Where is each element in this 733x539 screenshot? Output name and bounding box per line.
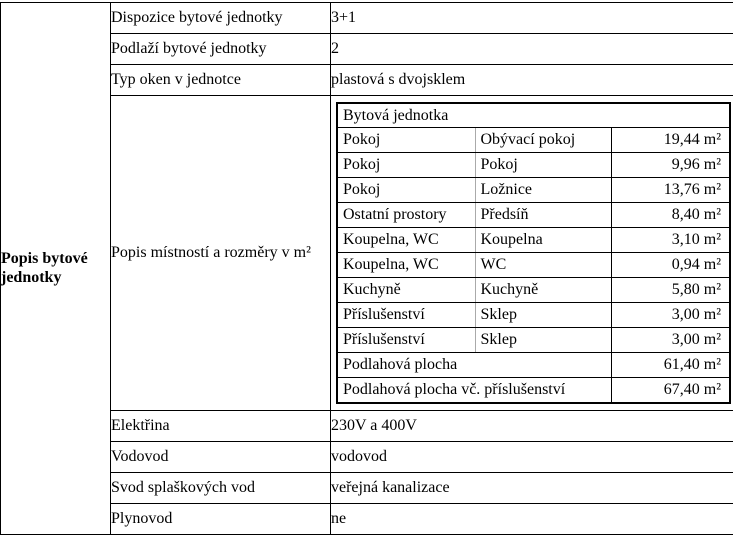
row-value-vodovod: vodovod — [331, 442, 733, 473]
row-label-dispozice: Dispozice bytové jednotky — [111, 3, 331, 34]
row-value-dispozice: 3+1 — [331, 3, 733, 34]
room-area: 8,40 m² — [611, 203, 730, 228]
room-name: Kuchyně — [475, 278, 611, 303]
rooms-table-header: Bytová jednotka — [337, 103, 730, 128]
table-row — [337, 128, 730, 153]
table-row — [337, 353, 730, 378]
room-category: Kuchyně — [337, 278, 475, 303]
total-label: Podlahová plocha — [337, 353, 611, 378]
rooms-table — [336, 102, 731, 404]
table-row — [337, 303, 730, 328]
room-name: Obývací pokoj — [475, 128, 611, 153]
room-category: Pokoj — [337, 178, 475, 203]
row-label-podlazi: Podlaží bytové jednotky — [111, 34, 331, 65]
row-label-elektrina: Elektřina — [111, 411, 331, 442]
row-value-svod: veřejná kanalizace — [331, 473, 733, 504]
row-value-plynovod: ne — [331, 504, 733, 535]
table-row — [337, 153, 730, 178]
room-name: Sklep — [475, 328, 611, 353]
room-area: 5,80 m² — [611, 278, 730, 303]
room-category: Pokoj — [337, 128, 475, 153]
row-value-typ-oken: plastová s dvojsklem — [331, 65, 733, 96]
table-row — [337, 278, 730, 303]
row-label-vodovod: Vodovod — [111, 442, 331, 473]
room-area: 0,94 m² — [611, 253, 730, 278]
room-name: Ložnice — [475, 178, 611, 203]
table-row — [337, 253, 730, 278]
rooms-table-cell — [331, 96, 733, 411]
table-row — [337, 228, 730, 253]
total-label: Podlahová plocha vč. příslušenství — [337, 378, 611, 404]
property-description-table — [0, 2, 733, 535]
table-row — [337, 328, 730, 353]
row-label-svod: Svod splaškových vod — [111, 473, 331, 504]
room-name: Předsíň — [475, 203, 611, 228]
room-area: 3,00 m² — [611, 328, 730, 353]
room-area: 13,76 m² — [611, 178, 730, 203]
room-name: Koupelna — [475, 228, 611, 253]
row-label-typ-oken: Typ oken v jednotce — [111, 65, 331, 96]
room-area: 9,96 m² — [611, 153, 730, 178]
room-category: Koupelna, WC — [337, 253, 475, 278]
room-area: 3,00 m² — [611, 303, 730, 328]
room-name: WC — [475, 253, 611, 278]
room-name: Sklep — [475, 303, 611, 328]
row-label-popis-mistnosti: Popis místností a rozměry v m² — [111, 96, 331, 411]
room-area: 19,44 m² — [611, 128, 730, 153]
row-value-elektrina: 230V a 400V — [331, 411, 733, 442]
section-label: Popis bytové jednotky — [1, 3, 111, 535]
total-area: 61,40 m² — [611, 353, 730, 378]
row-label-plynovod: Plynovod — [111, 504, 331, 535]
table-row — [337, 378, 730, 404]
room-category: Příslušenství — [337, 303, 475, 328]
row-value-podlazi: 2 — [331, 34, 733, 65]
room-category: Ostatní prostory — [337, 203, 475, 228]
total-area: 67,40 m² — [611, 378, 730, 404]
room-category: Koupelna, WC — [337, 228, 475, 253]
room-area: 3,10 m² — [611, 228, 730, 253]
room-category: Pokoj — [337, 153, 475, 178]
room-name: Pokoj — [475, 153, 611, 178]
table-row — [337, 178, 730, 203]
room-category: Příslušenství — [337, 328, 475, 353]
table-row — [337, 203, 730, 228]
